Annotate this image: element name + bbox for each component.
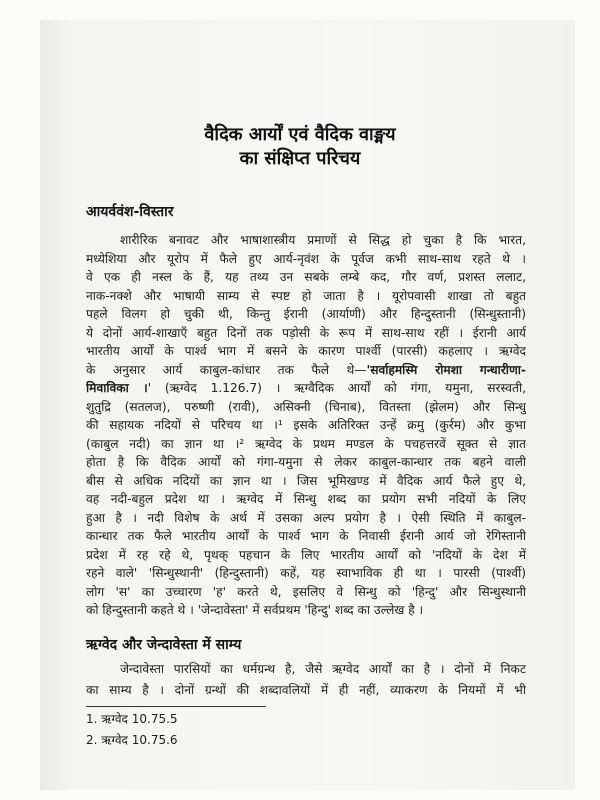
paragraph-line: की सहायक नदियों से परिचय था ।¹ इसके अतिरिक्त उन्हें क्रमु (कुर्रम) और कुभा [86, 418, 526, 432]
paragraph-line: कान्धार तक फैले भारतीय आर्यों के पार्श्व भाग के निवासी ईरानी आर्य जो रेगिस्तानी [86, 529, 526, 543]
line-text: ' (ऋग्वेद 1.126.7) । ऋग्वैदिक आर्यों को गंगा, यमुना, सरस्वती, [147, 381, 526, 395]
paragraph-line: (काबुल नदी) का ज्ञान था ।² ऋग्वेद के प्रथम मण्डल के पचहत्तरवें सूक्त से ज्ञात [86, 436, 526, 451]
chapter-title-line-2: का संक्षिप्त परिचय [239, 148, 361, 169]
footnote-2: 2. ऋग्वेद 10.75.6 [86, 733, 178, 747]
paragraph-line: वे एक ही नस्ल के हैं, यह तथ्य उन सबके लम्बे कद, गौर वर्ण, प्रशस्त ललाट, [86, 270, 526, 284]
paragraph-line: का साम्य है । दोनों ग्रन्थों की शब्दावलियों में ही नहीं, व्याकरण के नियमों में भी [86, 683, 526, 697]
paragraph-line: भारतीय आर्यों के पार्श्व भाग में बसने के कारण पार्श्वी (पारसी) कहलाए । ऋग्वेद [86, 344, 526, 358]
chapter-title-line-1: वैदिक आर्यों एवं वैदिक वाङ्मय [204, 124, 396, 145]
paragraph-line: रहने वाले' 'सिन्धुस्थानी' (हिन्दुस्तानी) कहें, यह स्वाभाविक ही था । पारसी (पार्श्वी) [86, 566, 526, 580]
paragraph-line: मध्येशिया और यूरोप में फैले हुए आर्य-नृवंश के पूर्वज कभी साथ-साथ रहते थे । [86, 251, 526, 266]
paragraph-line: वह नदी-बहुल प्रदेश था । ऋग्वेद में सिन्धु शब्द का प्रयोग सभी नदियों के लिए [86, 492, 526, 506]
footnote-1: 1. ऋग्वेद 10.75.5 [86, 712, 178, 726]
footnote-divider [86, 706, 266, 707]
paragraph-line: होता है कि वैदिक आर्यों को गंगा-यमुना से लेकर काबुल-कान्धार तक बहने वाली [86, 455, 526, 469]
paragraph-line [86, 379, 526, 397]
paragraph-line: नाक-नक्शे और भाषायी साम्य से स्पष्ट हो जाता है । यूरोपवासी शाखा तो बहुत [86, 288, 526, 303]
sanskrit-quote: 'सर्वाहमस्मि रोमशा गन्धारीणा- [366, 362, 526, 377]
paragraph-line: पहले विलग हो चुकी थी, किन्तु ईरानी (आर्याणी) और हिन्दुस्तानी (सिन्धुस्तानी) [86, 307, 526, 321]
paragraph-line: लोग 'स' का उच्चारण 'ह' करते थे, इसलिए वे सिन्धु को 'हिन्दु' और सिन्धुस्थानी [86, 584, 526, 599]
paragraph-line: बीस से अधिक नदियों का ज्ञान था । जिस भूमिखण्ड में वैदिक आर्य फैले हुए थे, [86, 473, 526, 488]
paragraph-line: प्रदेश में रह रहे थे, पृथक् पहचान के लिए भारतीय आर्यों को 'नदियों के देश में [86, 547, 526, 562]
paragraph-line: जेन्दावेस्ता पारसियों का धर्मग्रन्थ है, जैसे ऋग्वेद आर्यों का है । दोनों में निकट [120, 662, 526, 676]
section-heading-2: ऋग्वेद और जेन्दावेस्ता में साम्य [86, 637, 242, 653]
paragraph-line: को हिन्दुस्तानी कहते थे । 'जेन्दावेस्ता' में सर्वप्रथम 'हिन्दु' शब्द का उल्लेख है । [86, 603, 424, 617]
paragraph-line [86, 361, 526, 379]
line-text: के अनुसार आर्य काबुल-कांधार तक फैले थे— [86, 362, 367, 377]
paragraph-line: हुआ है । नदी विशेष के अर्थ में उसका अल्प प्रयोग है । ऐसी स्थिति में काबुल- [86, 510, 526, 525]
section-heading-1: आयर्ववंश-विस्तार [86, 204, 174, 220]
sanskrit-quote: मिवाविका । [86, 381, 148, 395]
paragraph-line: शारीरिक बनावट और भाषाशास्त्रीय प्रमाणों से सिद्ध हो चुका है कि भारत, [120, 233, 526, 247]
paragraph-line: ये दोनों आर्य-शाखाएँ बहुत दिनों तक पड़ोसी के रूप में साथ-साथ रहीं । ईरानी आर्य [86, 325, 526, 340]
paragraph-line: शुतुद्रि (सतलज), परुष्णी (रावी), असिक्नी (चिनाब), वितस्ता (झेलम) और सिन्धु [86, 399, 526, 414]
